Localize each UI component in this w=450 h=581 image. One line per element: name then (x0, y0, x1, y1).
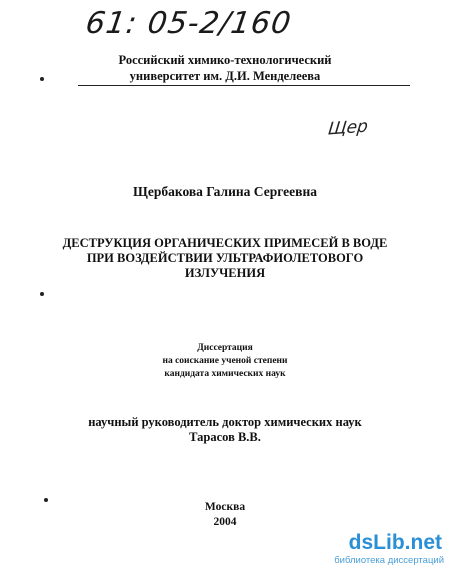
university-name (0, 52, 450, 84)
title-line-1: ДЕСТРУКЦИЯ ОРГАНИЧЕСКИХ ПРИМЕСЕЙ В ВОДЕ (62, 236, 388, 250)
supervisor-title: научный руководитель доктор химических наук (88, 415, 362, 429)
watermark-logo (300, 532, 450, 554)
handwritten-signature: Щер (326, 116, 369, 140)
supervisor-name: Тарасов В.В. (189, 430, 261, 444)
author-name: Щербакова Галина Сергеевна (133, 184, 317, 199)
watermark-brand-lib: Lib.net (373, 531, 442, 554)
title-line-3: ИЗЛУЧЕНИЯ (184, 266, 266, 280)
supervisor-block (0, 415, 450, 445)
degree-line-2: на соискание ученой степени (162, 356, 288, 366)
archive-code-handwritten: 61: 05-2/160 (83, 6, 294, 41)
city: Москва (204, 501, 246, 513)
year: 2004 (213, 516, 237, 528)
dissertation-title (40, 236, 410, 281)
watermark-brand-ds: ds (348, 531, 374, 554)
place-year-block (0, 500, 450, 530)
title-line-2: ПРИ ВОЗДЕЙСТВИИ УЛЬТРАФИОЛЕТОВОГО (86, 251, 364, 265)
scan-speck (40, 77, 44, 81)
university-line-2: университет им. Д.И. Менделеева (129, 69, 321, 83)
university-underline (78, 85, 410, 86)
dslib-watermark[interactable] (300, 532, 450, 566)
scan-speck (40, 292, 44, 296)
degree-line-1: Диссертация (197, 343, 253, 353)
university-line-1: Российский химико-технологический (118, 53, 332, 67)
watermark-tagline: библиотека диссертаций (334, 555, 444, 566)
degree-line-3: кандидата химических наук (164, 369, 286, 379)
dissertation-degree-block (0, 342, 450, 381)
